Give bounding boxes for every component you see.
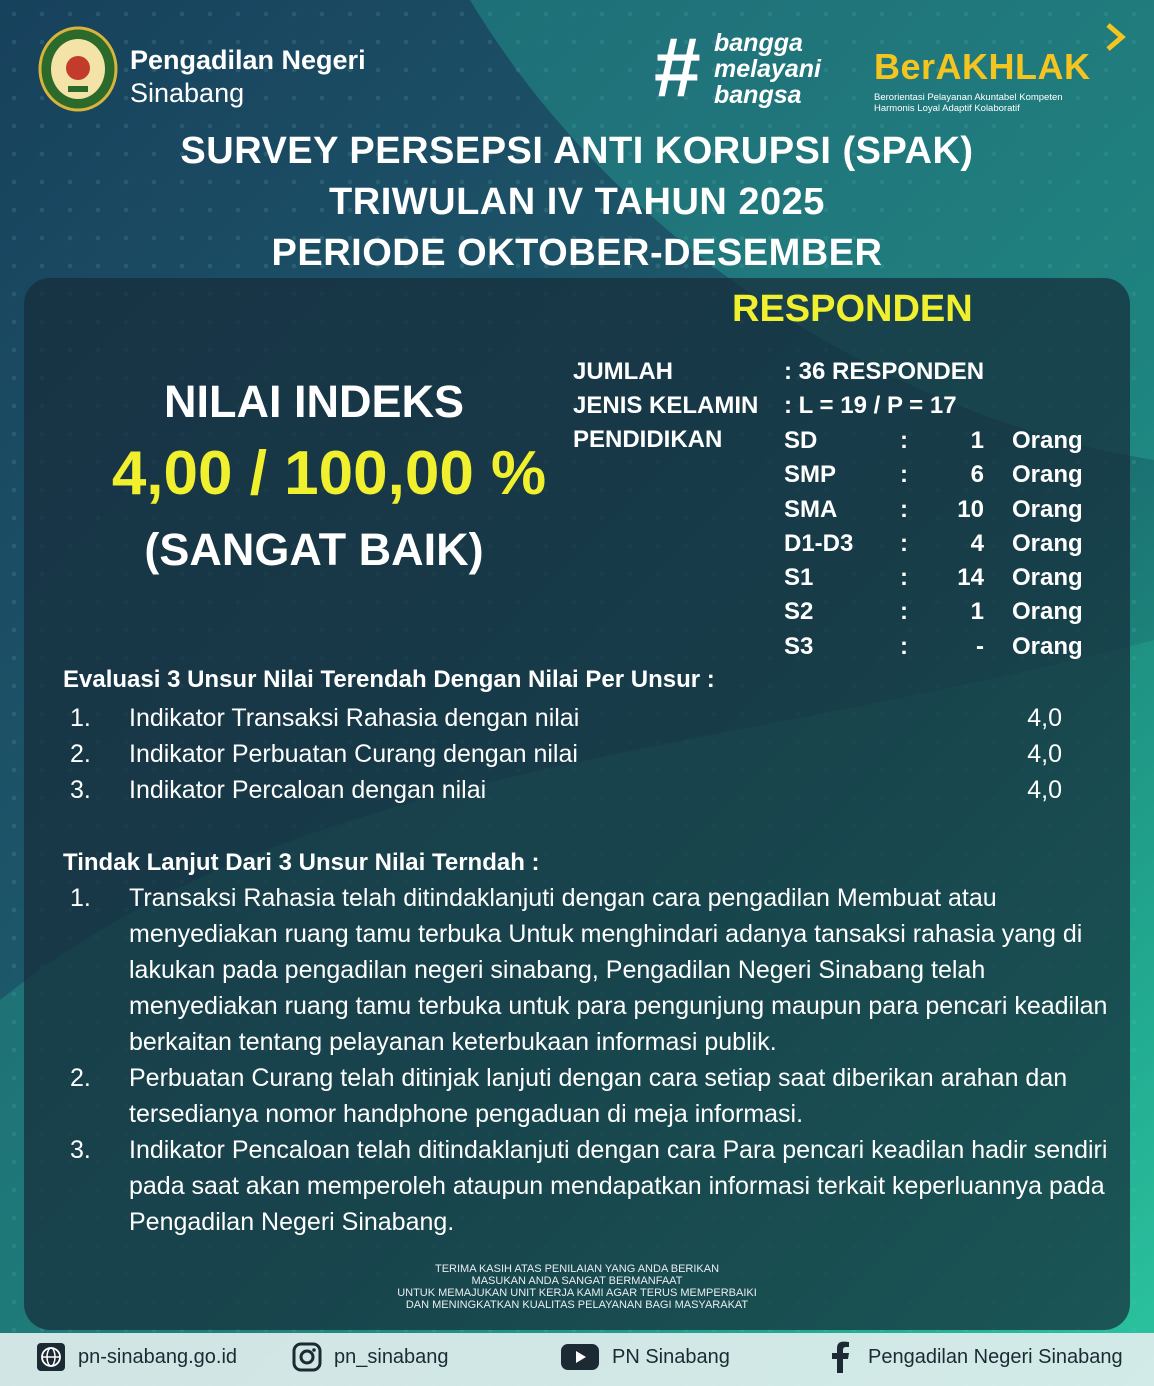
education-colon: :: [900, 598, 908, 625]
jumlah-label: JUMLAH: [573, 358, 673, 385]
tindak-lanjut-number: 2.: [70, 1064, 91, 1092]
berakhlak-logo: BerAKHLAK: [874, 46, 1091, 87]
education-colon: :: [900, 427, 908, 454]
tindak-lanjut-text: Indikator Pencaloan telah ditindaklanjuti dengan cara Para pencari keadilan hadir sendiri pada saat akan memperoleh ataupun mendapatkan informasi terkait keperluannya pada Pengadilan Negeri Sinabang.: [129, 1136, 1108, 1236]
education-unit: Orang: [1012, 496, 1083, 523]
education-row: [784, 564, 1094, 594]
evaluasi-value: 4,0: [1027, 704, 1062, 732]
evaluasi-number: 2.: [70, 740, 91, 768]
evaluasi-text: Indikator Percaloan dengan nilai: [129, 776, 487, 804]
evaluasi-number: 1.: [70, 704, 91, 732]
education-row: [784, 530, 1094, 560]
thank-you-line3: UNTUK MEMAJUKAN UNIT KERJA KAMI AGAR TERUS MEMPERBAIKI: [397, 1287, 757, 1299]
tindak-lanjut-number: 3.: [70, 1136, 91, 1164]
court-name-line2: Sinabang: [130, 78, 245, 108]
youtube-icon: [560, 1342, 600, 1372]
evaluasi-item: [70, 704, 1070, 738]
tindak-lanjut-number: 1.: [70, 884, 91, 912]
education-colon: :: [900, 633, 908, 660]
education-colon: :: [900, 564, 908, 591]
pendidikan-label: PENDIDIKAN: [573, 426, 723, 453]
tindak-lanjut-item: [70, 1132, 1110, 1240]
education-count: 6: [970, 461, 984, 488]
index-label: NILAI INDEKS: [163, 376, 464, 427]
footer-facebook-text: Pengadilan Negeri Sinabang: [868, 1345, 1123, 1368]
education-level: SMA: [784, 496, 838, 523]
education-unit: Orang: [1012, 633, 1083, 660]
education-level: SMP: [784, 461, 837, 488]
education-count: 1: [970, 598, 984, 625]
berakhlak-tagline-line2: Harmonis Loyal Adaptif Kolaboratif: [874, 103, 1020, 114]
evaluasi-value: 4,0: [1027, 776, 1062, 804]
court-name-line1: Pengadilan Negeri: [130, 45, 366, 75]
tindak-lanjut-item: [70, 1060, 1110, 1132]
education-row: [784, 461, 1094, 491]
gender-value: : L = 19 / P = 17: [784, 392, 957, 419]
evaluasi-text: Indikator Transaksi Rahasia dengan nilai: [129, 704, 580, 732]
footer-instagram-text: pn_sinabang: [334, 1345, 449, 1368]
education-count: 14: [957, 564, 984, 591]
title-line1: SURVEY PERSEPSI ANTI KORUPSI (SPAK): [180, 130, 974, 172]
evaluasi-text: Indikator Perbuatan Curang dengan nilai: [129, 740, 578, 768]
education-row: [784, 427, 1094, 457]
instagram-icon: [292, 1342, 322, 1372]
education-row: [784, 633, 1094, 663]
jumlah-value: : 36 RESPONDEN: [784, 358, 985, 385]
evaluasi-number: 3.: [70, 776, 91, 804]
education-unit: Orang: [1012, 530, 1083, 557]
court-emblem-logo: [38, 26, 118, 112]
education-count: -: [976, 633, 984, 660]
thank-you-line1: TERIMA KASIH ATAS PENILAIAN YANG ANDA BERIKAN: [434, 1263, 720, 1275]
index-value: 4,00 / 100,00 %: [111, 439, 547, 508]
education-level: S1: [784, 564, 814, 591]
page-title: [0, 126, 1154, 279]
footer-instagram-link[interactable]: [292, 1340, 449, 1374]
hashtag-icon: #: [654, 20, 701, 114]
thank-you-line4: DAN MENINGKATKAN KUALITAS PELAYANAN BAGI MASYARAKAT: [405, 1299, 749, 1311]
responden-heading: RESPONDEN: [732, 288, 973, 330]
court-name: [130, 44, 366, 110]
bangga-line1: bangga: [714, 29, 803, 57]
tindak-lanjut-item: [70, 880, 1110, 1060]
education-unit: Orang: [1012, 598, 1083, 625]
footer-website-text: pn-sinabang.go.id: [78, 1345, 238, 1368]
berakhlak-tagline-line1: Berorientasi Pelayanan Akuntabel Kompeten: [874, 92, 1063, 103]
chevron-right-icon: [1102, 22, 1128, 52]
bangga-melayani-bangsa-logo: [714, 30, 821, 108]
berakhlak-tagline: [874, 92, 1063, 114]
thank-you-line2: MASUKAN ANDA SANGAT BERMANFAAT: [471, 1275, 683, 1287]
education-unit: Orang: [1012, 564, 1083, 591]
education-colon: :: [900, 530, 908, 557]
index-category: (SANGAT BAIK): [144, 524, 484, 575]
education-unit: Orang: [1012, 461, 1083, 488]
education-row: [784, 598, 1094, 628]
education-colon: :: [900, 496, 908, 523]
education-level: S2: [784, 598, 814, 625]
education-count: 1: [970, 427, 984, 454]
footer-youtube-link[interactable]: [560, 1340, 730, 1374]
tindak-lanjut-text: Perbuatan Curang telah ditinjak lanjuti dengan cara setiap saat diberikan arahan dan tersedianya nomor handphone pengaduan di meja informasi.: [129, 1064, 1068, 1128]
footer-website-link[interactable]: [36, 1340, 237, 1374]
education-count: 4: [970, 530, 984, 557]
evaluasi-item: [70, 740, 1070, 774]
facebook-icon: [826, 1341, 856, 1373]
education-count: 10: [957, 496, 984, 523]
gender-label: JENIS KELAMIN: [573, 392, 759, 419]
education-row: [784, 496, 1094, 526]
globe-icon: [36, 1342, 66, 1372]
footer-youtube-text: PN Sinabang: [612, 1345, 730, 1368]
education-level: SD: [784, 427, 818, 454]
education-unit: Orang: [1012, 427, 1083, 454]
evaluasi-value: 4,0: [1027, 740, 1062, 768]
education-colon: :: [900, 461, 908, 488]
evaluasi-item: [70, 776, 1070, 810]
education-level: D1-D3: [784, 530, 854, 557]
title-line2: TRIWULAN IV TAHUN 2025: [329, 181, 825, 223]
bangga-line2: melayani: [714, 55, 822, 83]
tindak-lanjut-heading: Tindak Lanjut Dari 3 Unsur Nilai Terndah :: [63, 849, 540, 876]
title-line3: PERIODE OKTOBER-DESEMBER: [271, 232, 883, 274]
bangga-line3: bangsa: [714, 81, 802, 109]
thank-you-note: [0, 1263, 1154, 1311]
footer-facebook-link[interactable]: [826, 1340, 1123, 1374]
evaluasi-heading: Evaluasi 3 Unsur Nilai Terendah Dengan Nilai Per Unsur :: [63, 666, 715, 693]
tindak-lanjut-text: Transaksi Rahasia telah ditindaklanjuti dengan cara pengadilan Membuat atau menyediakan ruang tamu terbuka Untuk menghindari adanya tansaksi rahasia yang di lakukan pada pengadilan negeri sinabang, Pengadilan Negeri Sinabang telah menyediakan ruang tamu terbuka untuk para pengunjung maupun para pencari keadilan berkaitan tentang pelayanan keterbukaan informasi publik.: [129, 884, 1108, 1056]
education-level: S3: [784, 633, 814, 660]
